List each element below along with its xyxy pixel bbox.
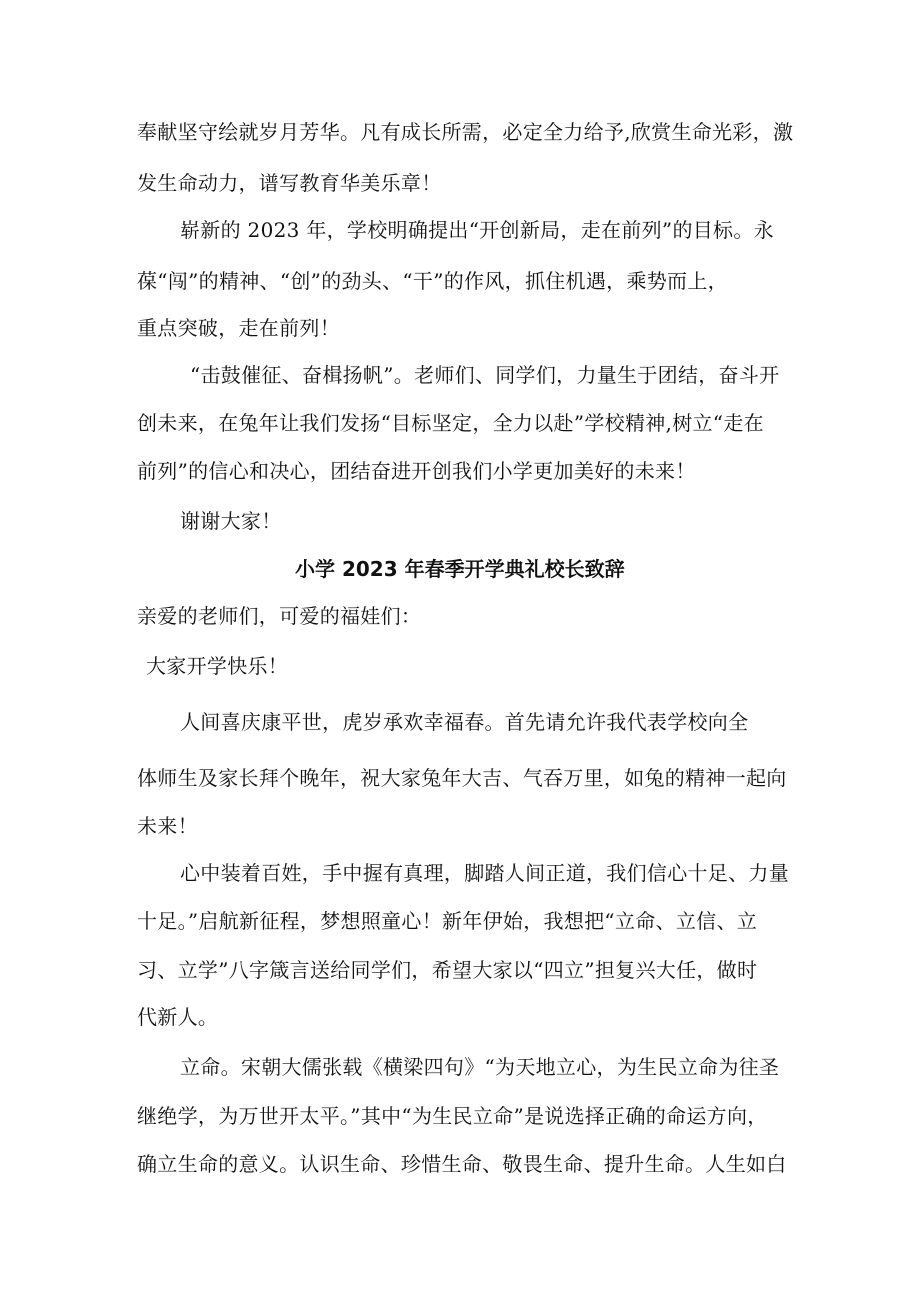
- paragraph-line: 奉献坚守绘就岁月芳华。凡有成长所需，必定全力给予,欣赏生命光彩，激: [137, 120, 794, 144]
- paragraph-line: 代新人。: [137, 1005, 219, 1029]
- paragraph-line: 重点突破，走在前列！: [137, 316, 340, 340]
- paragraph-line: 习、立学”八字箴言送给同学们，希望大家以“四立”担复兴大任，做时: [137, 958, 758, 982]
- speech-title: 小学 2023 年春季开学典礼校长致辞: [295, 557, 625, 581]
- paragraph-line: 人间喜庆康平世，虎岁承欢幸福春。首先请允许我代表学校向全: [180, 710, 749, 734]
- paragraph-line: 确立生命的意义。认识生命、珍惜生命、敬畏生命、提升生命。人生如白: [137, 1152, 787, 1176]
- paragraph-line: 心中装着百姓，手中握有真理，脚踏人间正道，我们信心十足、力量: [180, 861, 789, 885]
- paragraph-line: 继绝学，为万世开太平。”其中“为生民立命”是说选择正确的命运方向，: [137, 1104, 768, 1128]
- paragraph-line: 葆“闯”的精神、“创”的劲头、“干”的作风，抓住机遇，乘势而上，: [137, 269, 728, 293]
- paragraph-line: 未来！: [137, 814, 198, 838]
- paragraph-line: 发生命动力，谱写教育华美乐章！: [137, 171, 442, 195]
- paragraph-line: 谢谢大家！: [180, 509, 282, 533]
- paragraph-line: 前列”的信心和决心，团结奋进开创我们小学更加美好的未来！: [137, 459, 696, 483]
- salutation-line: 亲爱的老师们，可爱的福娃们：: [137, 604, 422, 628]
- paragraph-line: 创未来，在兔年让我们发扬“目标坚定，全力以赴”学校精神,树立“走在: [137, 411, 764, 435]
- greeting-line: 大家开学快乐！: [146, 654, 289, 678]
- paragraph-line: 体师生及家长拜个晚年，祝大家兔年大吉、气吞万里，如兔的精神一起向: [137, 766, 787, 790]
- paragraph-line: 立命。宋朝大儒张载《横梁四句》“为天地立心，为生民立命为往圣: [180, 1055, 780, 1079]
- paragraph-line: 崭新的 2023 年，学校明确提出“开创新局，走在前列”的目标。永: [180, 218, 774, 242]
- paragraph-line: 十足。”启航新征程，梦想照童心！新年伊始，我想把“立命、立信、立: [137, 909, 758, 933]
- paragraph-line: “击鼓催征、奋楫扬帆”。老师们、同学们，力量生于团结，奋斗开: [190, 363, 780, 387]
